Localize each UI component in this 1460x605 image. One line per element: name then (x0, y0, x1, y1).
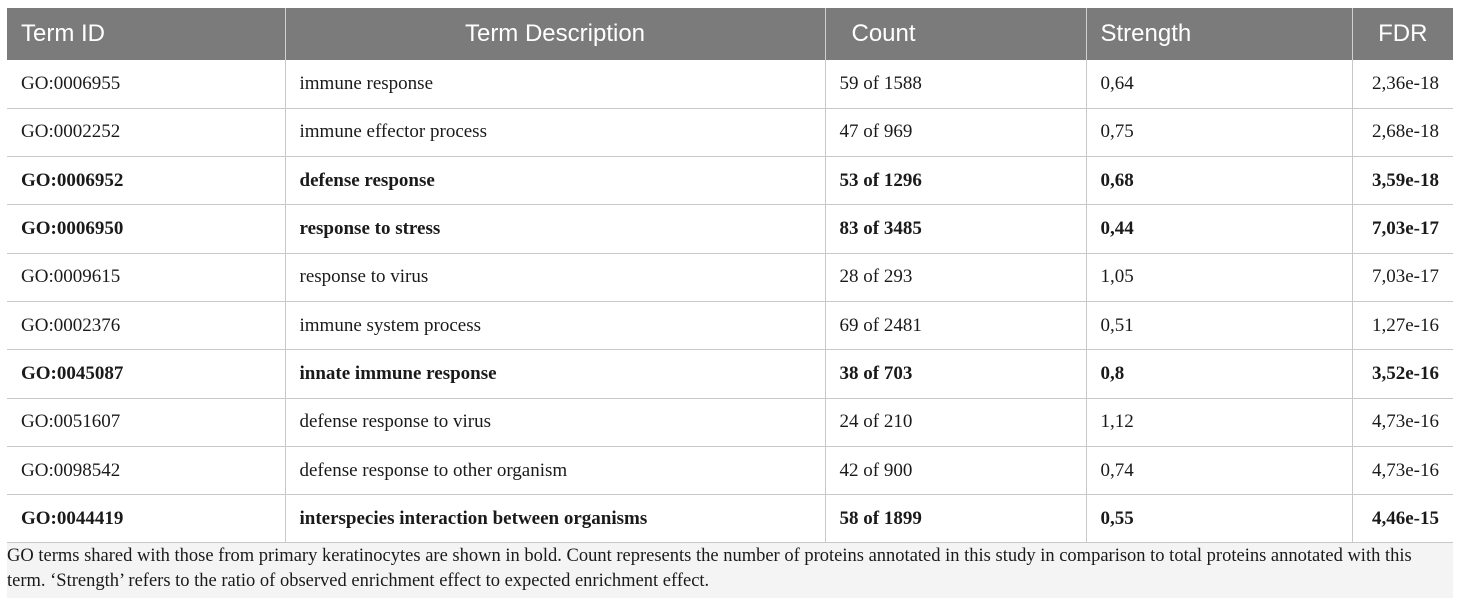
cell-strength: 0,64 (1086, 60, 1352, 108)
cell-count: 69 of 2481 (825, 301, 1086, 349)
cell-count: 24 of 210 (825, 398, 1086, 446)
table-row (7, 446, 1453, 494)
cell-term-description: defense response to other organism (285, 446, 825, 494)
cell-count: 47 of 969 (825, 108, 1086, 156)
cell-fdr: 4,73e-16 (1352, 446, 1453, 494)
cell-count: 58 of 1899 (825, 495, 1086, 543)
table-row (7, 253, 1453, 301)
header-row (7, 8, 1453, 60)
cell-term-description: immune system process (285, 301, 825, 349)
cell-fdr: 1,27e-16 (1352, 301, 1453, 349)
cell-term-id: GO:0098542 (7, 446, 285, 494)
cell-term-id: GO:0051607 (7, 398, 285, 446)
table-frame (7, 8, 1453, 598)
go-enrichment-table (7, 8, 1453, 543)
table-row (7, 60, 1453, 108)
cell-term-id: GO:0006955 (7, 60, 285, 108)
cell-strength: 0,8 (1086, 350, 1352, 398)
header-term-id: Term ID (21, 20, 105, 47)
cell-count: 53 of 1296 (825, 157, 1086, 205)
cell-fdr: 7,03e-17 (1352, 253, 1453, 301)
cell-strength: 0,75 (1086, 108, 1352, 156)
table-row (7, 350, 1453, 398)
header-term-description: Term Description (285, 8, 825, 60)
cell-term-description: response to stress (285, 205, 825, 253)
cell-term-id: GO:0002252 (7, 108, 285, 156)
cell-term-id: GO:0045087 (7, 350, 285, 398)
cell-term-description: response to virus (285, 253, 825, 301)
cell-strength: 1,12 (1086, 398, 1352, 446)
cell-count: 42 of 900 (825, 446, 1086, 494)
table-row (7, 398, 1453, 446)
cell-strength: 0,44 (1086, 205, 1352, 253)
cell-count: 38 of 703 (825, 350, 1086, 398)
cell-strength: 0,55 (1086, 495, 1352, 543)
cell-strength: 0,51 (1086, 301, 1352, 349)
cell-term-description: immune response (285, 60, 825, 108)
header-strength: Strength (1086, 8, 1352, 60)
cell-term-description: interspecies interaction between organisms (285, 495, 825, 543)
cell-term-id: GO:0002376 (7, 301, 285, 349)
cell-term-id: GO:0044419 (7, 495, 285, 543)
cell-term-description: innate immune response (285, 350, 825, 398)
cell-term-description: defense response (285, 157, 825, 205)
cell-term-id: GO:0006952 (7, 157, 285, 205)
cell-strength: 0,68 (1086, 157, 1352, 205)
cell-fdr: 4,46e-15 (1352, 495, 1453, 543)
table-row (7, 205, 1453, 253)
table-row (7, 495, 1453, 543)
table-row (7, 301, 1453, 349)
header-count: Count (825, 8, 1086, 60)
cell-term-id: GO:0009615 (7, 253, 285, 301)
cell-strength: 1,05 (1086, 253, 1352, 301)
cell-fdr: 2,68e-18 (1352, 108, 1453, 156)
table-row (7, 157, 1453, 205)
cell-term-description: defense response to virus (285, 398, 825, 446)
cell-fdr: 7,03e-17 (1352, 205, 1453, 253)
table-header (7, 8, 1453, 60)
table-footnote: GO terms shared with those from primary keratinocytes are shown in bold. Count represents the number of proteins annotated in this study in comparison to total proteins annotated with this term. ‘Strength’ refers to the ratio of observed enrichment effect to expected enrichment effect. (7, 546, 1412, 591)
cell-fdr: 3,59e-18 (1352, 157, 1453, 205)
cell-count: 59 of 1588 (825, 60, 1086, 108)
table-row (7, 108, 1453, 156)
cell-term-id: GO:0006950 (7, 205, 285, 253)
table-body (7, 60, 1453, 543)
cell-count: 28 of 293 (825, 253, 1086, 301)
cell-fdr: 4,73e-16 (1352, 398, 1453, 446)
cell-fdr: 2,36e-18 (1352, 60, 1453, 108)
cell-fdr: 3,52e-16 (1352, 350, 1453, 398)
cell-term-description: immune effector process (285, 108, 825, 156)
cell-strength: 0,74 (1086, 446, 1352, 494)
cell-count: 83 of 3485 (825, 205, 1086, 253)
header-fdr: FDR (1352, 8, 1453, 60)
